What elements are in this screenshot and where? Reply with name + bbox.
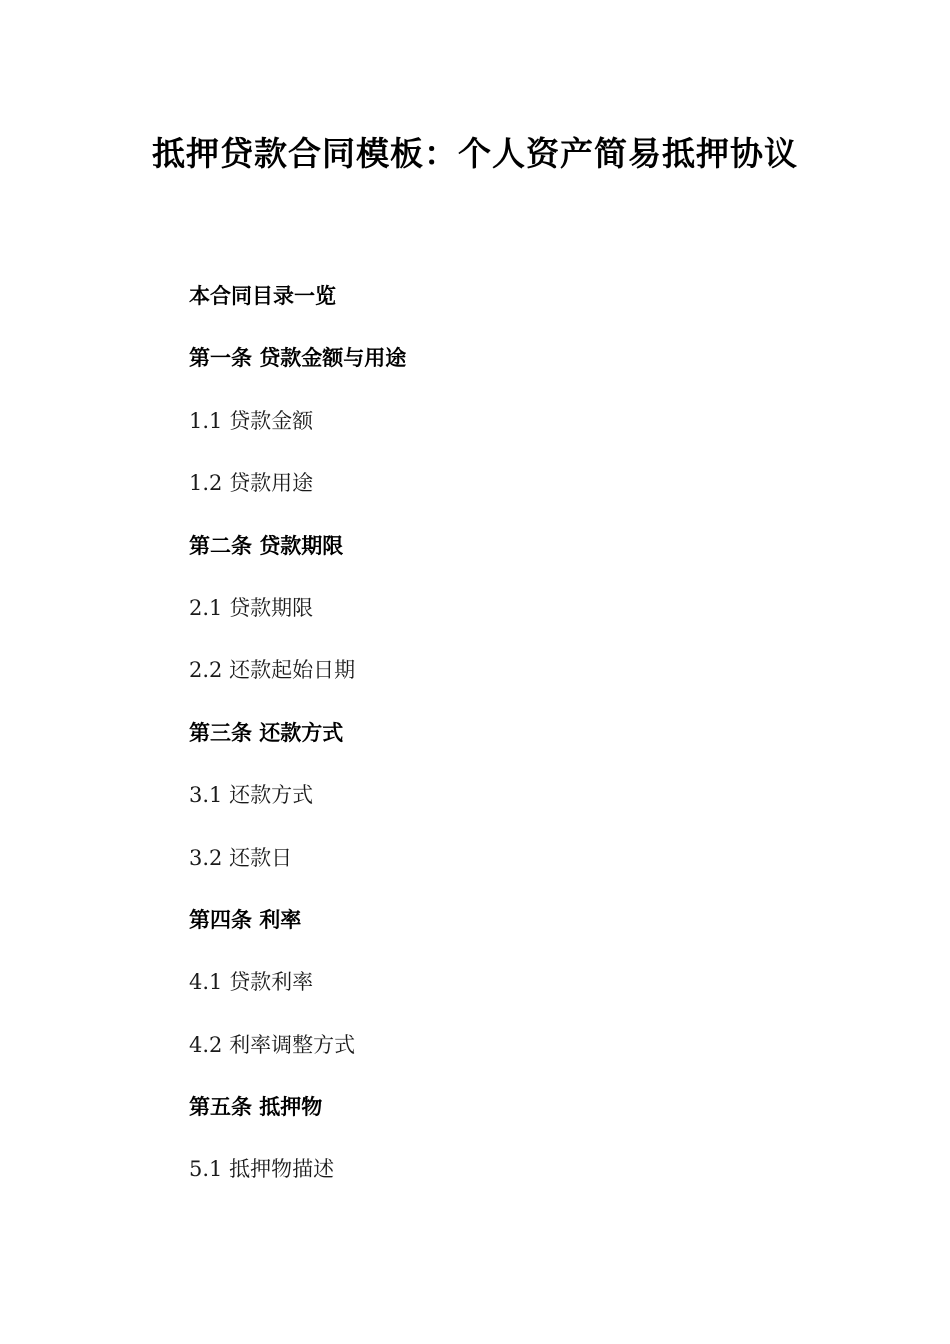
toc-item: 3.1 还款方式 [189, 783, 314, 808]
toc-item: 2.1 贷款期限 [189, 595, 314, 620]
document-title: 抵押贷款合同模板：个人资产简易抵押协议 [152, 134, 798, 173]
toc-item: 1.1 贷款金额 [189, 408, 314, 433]
toc-item: 第一条 贷款金额与用途 [189, 346, 407, 371]
toc-item: 4.1 贷款利率 [189, 970, 314, 995]
toc-item: 2.2 还款起始日期 [189, 658, 356, 683]
toc-item: 第五条 抵押物 [189, 1095, 323, 1120]
toc-item: 第三条 还款方式 [189, 720, 344, 745]
table-of-contents [189, 270, 829, 1206]
toc-item: 1.2 贷款用途 [189, 471, 314, 496]
toc-item: 第四条 利率 [189, 907, 302, 932]
toc-item: 3.2 还款日 [189, 845, 293, 870]
toc-item: 第二条 贷款期限 [189, 533, 344, 558]
toc-item: 5.1 抵押物描述 [189, 1157, 335, 1182]
toc-item: 本合同目录一览 [189, 284, 336, 308]
toc-item: 4.2 利率调整方式 [189, 1032, 356, 1057]
